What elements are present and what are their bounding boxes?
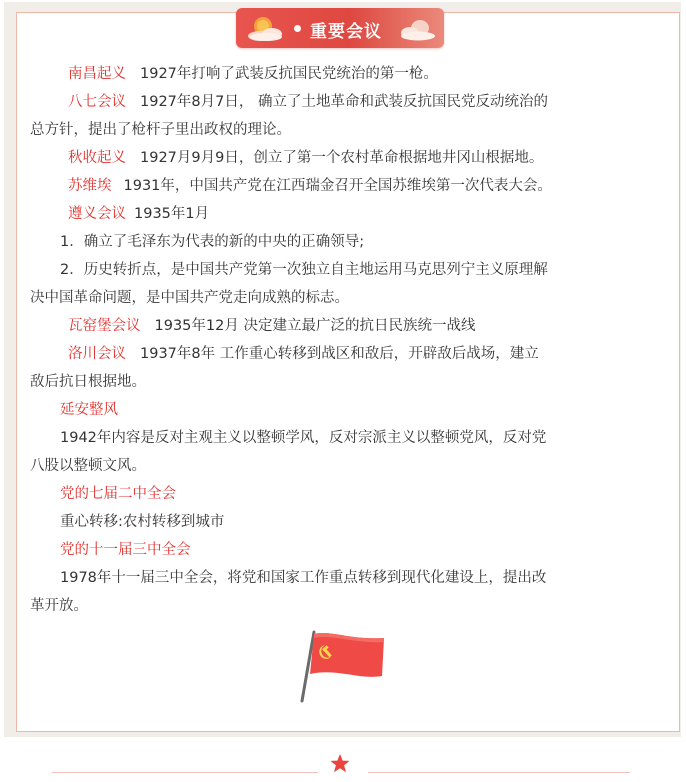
entry-name: 八七会议: [68, 94, 126, 110]
section-shiyijie-cont: [30, 592, 660, 620]
entry-zunyi-point-2: [30, 256, 660, 284]
section-heading: 延安整风: [60, 402, 118, 418]
entry-name: 洛川会议: [68, 346, 126, 362]
cloud-icon: [396, 14, 436, 42]
star-icon: [329, 753, 351, 774]
section-qijie-heading: [30, 480, 660, 508]
footer-divider-left: [52, 772, 318, 773]
entry-text: 1927年打响了武装反抗国民党统治的第一枪。: [140, 66, 438, 82]
section-shiyijie-heading: [30, 536, 660, 564]
footer-divider-right: [368, 772, 630, 773]
entry-zunyi: [30, 200, 660, 228]
entry-wayaobao: [30, 312, 660, 340]
entry-luochuan: [30, 340, 660, 368]
entry-nanchang: [30, 60, 660, 88]
section-yanan-text: [30, 424, 660, 452]
section-qijie-text: [30, 508, 660, 536]
entry-zunyi-point-2-cont: [30, 284, 660, 312]
entry-point: 2．历史转折点，是中国共产党第一次独立自主地运用马克思列宁主义原理解: [60, 262, 548, 278]
banner-dot: [294, 25, 301, 32]
entry-text: 1935年1月: [134, 206, 210, 222]
section-heading: 党的七届二中全会: [60, 486, 176, 502]
section-text-cont: 八股以整顿文风。: [30, 458, 146, 474]
section-text: 1978年十一届三中全会，将党和国家工作重点转移到现代化建设上，提出改: [60, 570, 547, 586]
entry-text-cont: 总方针，提出了枪杆子里出政权的理论。: [30, 122, 291, 138]
entry-name: 苏维埃: [68, 178, 112, 194]
entry-text: 1931年，中国共产党在江西瑞金召开全国苏维埃第一次代表大会。: [123, 178, 552, 194]
section-text: 重心转移:农村转移到城市: [60, 514, 225, 530]
entry-qiushou: [30, 144, 660, 172]
entry-text: 1927月9月9日，创立了第一个农村革命根据地井冈山根据地。: [140, 150, 544, 166]
entry-baqi: [30, 88, 660, 116]
entry-name: 遵义会议: [68, 206, 126, 222]
section-yanan-heading: [30, 396, 660, 424]
section-banner: [236, 8, 444, 48]
entry-text: 1935年12月 决定建立最广泛的抗日民族统一战线: [154, 318, 476, 334]
entry-name: 秋收起义: [68, 150, 126, 166]
entry-text-cont: 敌后抗日根据地。: [30, 374, 146, 390]
section-shiyijie-text: [30, 564, 660, 592]
entry-luochuan-cont: [30, 368, 660, 396]
party-flag-icon: [298, 628, 390, 704]
entry-zunyi-point-1: [30, 228, 660, 256]
banner-title: 重要会议: [310, 22, 382, 42]
entry-point-cont: 决中国革命问题，是中国共产党走向成熟的标志。: [30, 290, 349, 306]
entry-baqi-cont: [30, 116, 660, 144]
sun-cloud-icon: [246, 14, 286, 42]
section-heading: 党的十一届三中全会: [60, 542, 191, 558]
entry-name: 瓦窑堡会议: [68, 318, 141, 334]
section-text-cont: 革开放。: [30, 598, 88, 614]
section-yanan-cont: [30, 452, 660, 480]
entry-name: 南昌起义: [68, 66, 126, 82]
entry-text: 1937年8年 工作重心转移到战区和敌后，开辟敌后战场，建立: [140, 346, 539, 362]
entry-point: 1．确立了毛泽东为代表的新的中央的正确领导;: [60, 234, 365, 250]
entry-text: 1927年8月7日， 确立了土地革命和武装反抗国民党反动统治的: [140, 94, 548, 110]
entry-suweiai: [30, 172, 660, 200]
section-text: 1942年内容是反对主观主义以整顿学风，反对宗派主义以整顿党风，反对党: [60, 430, 547, 446]
